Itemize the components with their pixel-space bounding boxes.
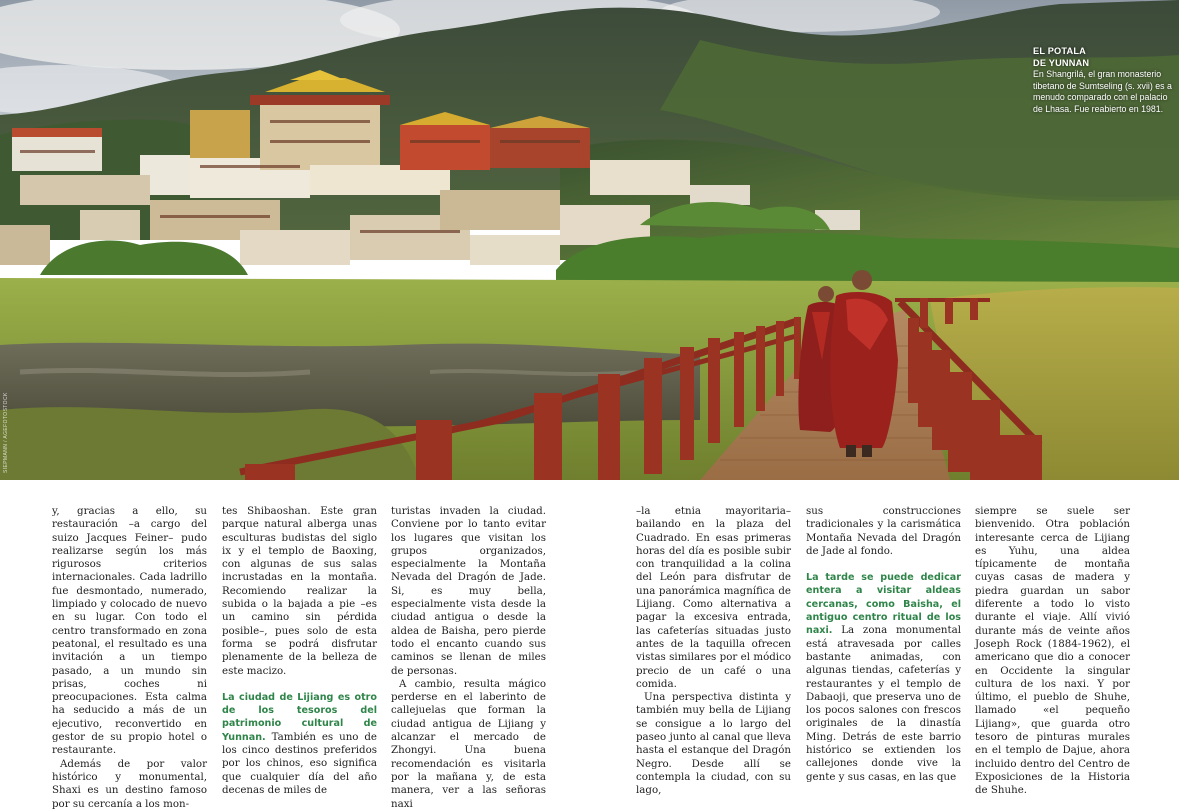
article-column-3 bbox=[391, 505, 546, 811]
article-column-1 bbox=[52, 505, 207, 811]
article-column-2 bbox=[222, 505, 377, 797]
caption-title-line2: DE YUNNAN bbox=[1033, 57, 1090, 68]
highlight-paragraph bbox=[806, 571, 961, 784]
caption-title-line1: EL POTALA bbox=[1033, 46, 1087, 56]
pull-highlight: La ciudad de Lijiang es otro de los tesoros del patrimonio cultural de Yunnan. bbox=[222, 691, 377, 743]
paragraph: Una perspectiva distinta y también muy bella de Lijiang se consigue a lo largo del paseo junto al canal que lleva hasta el estanque del Dragón Negro. Desde allí se contempla la ciudad, con su lago, bbox=[636, 691, 791, 797]
highlight-paragraph bbox=[222, 691, 377, 797]
paragraph: siempre se suele ser bienvenido. Otra población interesante cerca de Lijiang es Yuhu, una aldea típicamente de montaña cuyas casas de madera y piedra guardan un sabor diferente a todo lo visto durante el viaje. Allí vivió durante más de veinte años Joseph Rock (1884-1962), el americano que dio a conocer en Occidente la singular cultura de los naxi. Y por último, el pueblo de Shuhe, llamado «el pequeño Lijiang», que guarda otro tesoro de pinturas murales en el templo de Dajue, ahora incluido dentro del Centro de Exposiciones de la Historia de Shuhe. bbox=[975, 505, 1130, 797]
paragraph: y, gracias a ello, su restauración –a cargo del suizo Jacques Feiner– pudo realizarse según los más rigurosos criterios internacionales. Cada ladrillo fue desmontado, numerado, limpiado y colocado de nuevo en su lugar. Con todo el centro transformado en zona peatonal, el resultado es una invitación a un tiempo pasado, a un mundo sin prisas, coches ni preocupaciones. Esta calma ha seducido a más de un ejecutivo, reconvertido en gestor de su propio hotel o restaurante. bbox=[52, 505, 207, 757]
article-body bbox=[0, 505, 1179, 810]
article-column-4 bbox=[636, 505, 791, 798]
paragraph-continuation: También es uno de los cinco destinos preferidos por los chinos, eso significa que cualquier día del año decenas de miles de bbox=[222, 730, 377, 796]
paragraph: tes Shibaoshan. Este gran parque natural alberga unas esculturas budistas del siglo ix y el templo de Baoxing, con algunas de sus salas incrustadas en la montaña. Recomiendo realizar la subida o la bajada a pie –es un camino sin pérdida posible–, pues solo de esta forma se podrá disfrutar plenamente de la belleza de este macizo. bbox=[222, 505, 377, 677]
article-column-6 bbox=[975, 505, 1130, 798]
paragraph: turistas invaden la ciudad. Conviene por lo tanto evitar los lugares que visitan los grupos organizados, especialmente la Montaña Nevada del Dragón de Jade. Si, es muy bella, especialmente vista desde la ciudad antigua o desde la aldea de Baisha, pero pierde todo el encanto cuando sus caminos se llenan de miles de personas. bbox=[391, 505, 546, 677]
paragraph-continuation: La zona monumental está atravesada por calles bastante animadas, con algunas tiendas, cafeterías y restaurantes y el templo de Dabaoji, que preserva uno de los pocos salones con frescos originales de la dinastía Ming. Detrás de este barrio histórico se extienden los callejones donde vive la gente y sus casas, en las que bbox=[806, 624, 961, 783]
paragraph: Además de por valor histórico y monumental, Shaxi es un destino famoso por su cercanía a los mon- bbox=[52, 757, 207, 810]
article-column-5 bbox=[806, 505, 961, 784]
photo-caption bbox=[1033, 46, 1173, 115]
paragraph: –la etnia mayoritaria– bailando en la plaza del Cuadrado. En esas primeras horas del día es posible subir con tranquilidad a la colina del León para disfrutar de una panorámica magnífica de Lijiang. Como alternativa a pagar la excesiva entrada, las cafeterías situadas justo antes de la taquilla ofrecen vistas similares por el módico precio de un café o una comida. bbox=[636, 505, 791, 690]
pull-highlight: La tarde se puede dedicar entera a visitar aldeas cercanas, como Baisha, el antiguo centro ritual de los naxi. bbox=[806, 572, 961, 637]
caption-body: En Shangrilá, el gran monasterio tibetano de Sumtseling (s. xvii) es a menudo comparado con el palacio de Lhasa. Fue reabierto en 1981. bbox=[1033, 69, 1172, 114]
paragraph: A cambio, resulta mágico perderse en el laberinto de callejuelas que forman la ciudad antigua de Lijiang y alcanzar el mercado de Zhongyi. Una buena recomendación es visitarla por la mañana y, de esta manera, ver a las señoras naxi bbox=[391, 677, 546, 810]
photo-credit: SIEPMANN / AGEFOTOSTOCK bbox=[3, 392, 9, 473]
paragraph: sus construcciones tradicionales y la carismática Montaña Nevada del Dragón de Jade al fondo. bbox=[806, 505, 961, 557]
